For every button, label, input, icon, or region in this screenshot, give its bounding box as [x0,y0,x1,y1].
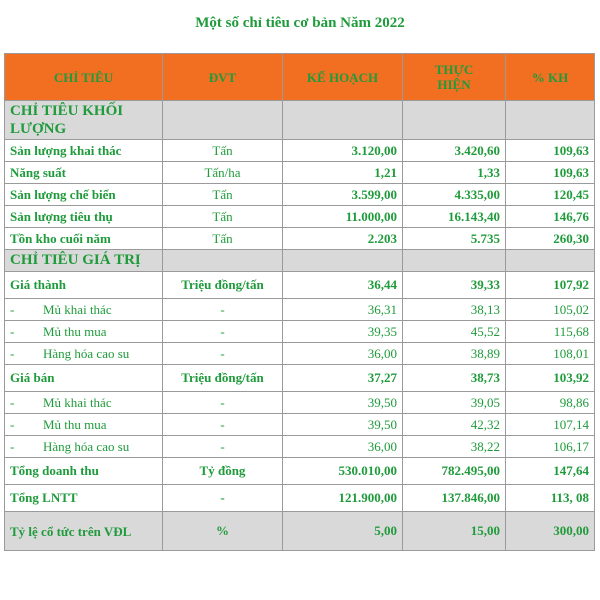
table-row-tong-lntt [5,485,595,512]
row-plan: 36,00 [283,436,403,458]
header-chi-tieu: CHỈ TIÊU [5,54,163,101]
row-pct: 260,30 [506,228,595,250]
row-unit: - [163,436,283,458]
header-dvt: ĐVT [163,54,283,101]
row-plan: 121.900,00 [283,485,403,512]
table-row-sub [5,392,595,414]
row-plan: 3.599,00 [283,184,403,206]
row-pct: 106,17 [506,436,595,458]
table-row [5,228,595,250]
row-plan: 2.203 [283,228,403,250]
row-unit: - [163,343,283,365]
header-row [5,54,595,101]
row-actual: 5.735 [403,228,506,250]
header-thuc-hien [403,54,506,101]
indicators-table [4,53,595,551]
row-actual: 16.143,40 [403,206,506,228]
row-pct: 115,68 [506,321,595,343]
row-name [5,414,163,436]
row-actual: 38,13 [403,299,506,321]
table-row [5,162,595,184]
row-name [5,299,163,321]
table-row [5,140,595,162]
row-pct: 120,45 [506,184,595,206]
table-row-sub [5,321,595,343]
row-plan: 39,50 [283,392,403,414]
row-pct: 146,76 [506,206,595,228]
row-dash: - [10,323,15,339]
row-actual: 38,22 [403,436,506,458]
empty-cell [506,101,595,140]
row-actual: 39,33 [403,272,506,299]
row-actual: 782.495,00 [403,458,506,485]
row-pct: 108,01 [506,343,595,365]
header-thuc-hien-line2: HIỆN [437,77,471,92]
table-row-sub [5,299,595,321]
row-pct: 113, 08 [506,485,595,512]
table-row-sub [5,414,595,436]
row-plan: 36,44 [283,272,403,299]
empty-cell [403,250,506,272]
row-name [5,321,163,343]
row-unit: Tấn [163,140,283,162]
empty-cell [506,250,595,272]
row-plan: 39,35 [283,321,403,343]
row-plan: 36,31 [283,299,403,321]
table-row-gia-thanh [5,272,595,299]
row-name: Năng suất [5,162,163,184]
row-actual: 137.846,00 [403,485,506,512]
row-pct: 300,00 [506,512,595,551]
row-pct: 98,86 [506,392,595,414]
empty-cell [163,250,283,272]
table-row-sub [5,343,595,365]
table-row [5,206,595,228]
page-title: Một số chỉ tiêu cơ bản Năm 2022 [195,15,405,31]
header-ke-hoach: KẾ HOẠCH [283,54,403,101]
row-name: Sản lượng tiêu thụ [5,206,163,228]
empty-cell [403,101,506,140]
empty-cell [163,101,283,140]
row-name-text: Mủ thu mua [43,416,107,432]
row-unit: Tấn [163,184,283,206]
empty-cell [283,101,403,140]
row-unit: - [163,392,283,414]
row-actual: 39,05 [403,392,506,414]
row-name-text: Hàng hóa cao su [43,438,130,454]
row-dash: - [10,301,15,317]
row-name: Tỷ lệ cổ tức trên VĐL [5,512,163,551]
row-unit: - [163,321,283,343]
row-pct: 147,64 [506,458,595,485]
row-plan: 530.010,00 [283,458,403,485]
row-name: Tổng doanh thu [5,458,163,485]
row-dash: - [10,416,15,432]
row-actual: 15,00 [403,512,506,551]
row-plan: 36,00 [283,343,403,365]
row-plan: 1,21 [283,162,403,184]
row-unit: - [163,485,283,512]
row-name: Giá thành [5,272,163,299]
row-name [5,392,163,414]
table-row [5,184,595,206]
row-unit: Tấn/ha [163,162,283,184]
row-plan: 5,00 [283,512,403,551]
row-actual: 1,33 [403,162,506,184]
row-plan: 3.120,00 [283,140,403,162]
row-dash: - [10,345,15,361]
section-label [5,250,163,272]
row-name [5,343,163,365]
row-actual: 3.420,60 [403,140,506,162]
row-actual: 38,89 [403,343,506,365]
row-name-text: Mủ khai thác [43,394,112,410]
empty-cell [283,250,403,272]
table-row-sub [5,436,595,458]
row-pct: 109,63 [506,140,595,162]
row-name: Sản lượng chế biến [5,184,163,206]
row-unit: Tấn [163,206,283,228]
section-title: CHỈ TIÊU GIÁ TRỊ [10,252,141,268]
row-actual: 45,52 [403,321,506,343]
table-row-gia-ban [5,365,595,392]
row-name-text: Mủ khai thác [43,301,112,317]
table-row-co-tuc [5,512,595,551]
row-pct: 105,02 [506,299,595,321]
row-actual: 42,32 [403,414,506,436]
header-thuc-hien-line1: THỰC [434,62,474,77]
row-pct: 103,92 [506,365,595,392]
row-plan: 11.000,00 [283,206,403,228]
row-name-text: Mủ thu mua [43,323,107,339]
row-actual: 38,73 [403,365,506,392]
header-pct-kh: % KH [506,54,595,101]
row-plan: 39,50 [283,414,403,436]
row-unit: Triệu đồng/tấn [163,365,283,392]
row-unit: Triệu đồng/tấn [163,272,283,299]
row-unit: - [163,299,283,321]
row-unit: % [163,512,283,551]
row-actual: 4.335,00 [403,184,506,206]
row-name: Tổng LNTT [5,485,163,512]
row-unit: - [163,414,283,436]
section-row-gia-tri [5,250,595,272]
row-unit: Tấn [163,228,283,250]
row-name-text: Hàng hóa cao su [43,345,130,361]
table-row-tong-doanh-thu [5,458,595,485]
row-name: Giá bán [5,365,163,392]
row-pct: 107,14 [506,414,595,436]
row-name: Tồn kho cuối năm [5,228,163,250]
row-dash: - [10,438,15,454]
row-name: Sản lượng khai thác [5,140,163,162]
row-plan: 37,27 [283,365,403,392]
section-row-khoi-luong [5,101,595,140]
section-label [5,101,163,140]
row-name [5,436,163,458]
row-unit: Tỷ đồng [163,458,283,485]
row-pct: 107,92 [506,272,595,299]
section-title: CHỈ TIÊU KHỐI LƯỢNG [10,103,124,137]
row-pct: 109,63 [506,162,595,184]
row-dash: - [10,394,15,410]
